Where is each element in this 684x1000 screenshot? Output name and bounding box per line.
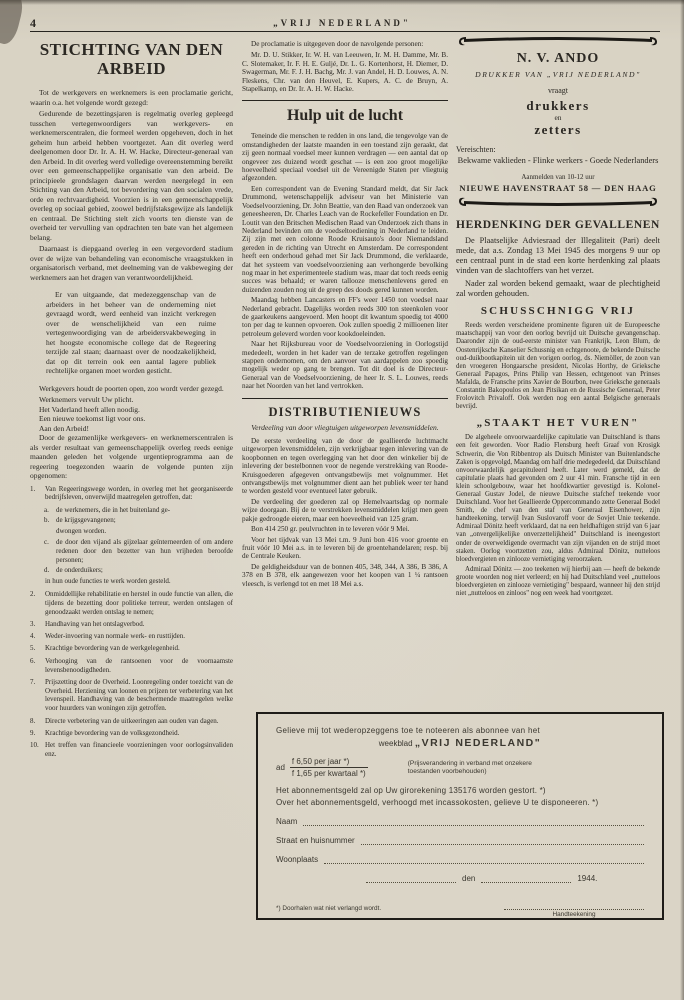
paragraph: De verdeeling der goederen zal op Hemelvaartsdag op normale wijze doorgaan. Bij de te verstrekken levensmiddelen krijgt men geen pakje gedroogde eieren, maar een hoeveelheid van 125 gram. xyxy=(242,497,448,523)
header-rule xyxy=(30,31,660,32)
ad-bottom-bracket-icon xyxy=(456,196,660,209)
slogan-line: Werknemers vervult Uw plicht. xyxy=(39,395,134,404)
form-signature-row xyxy=(276,899,644,918)
form-den-label: den xyxy=(462,874,476,883)
form-street-row xyxy=(276,836,644,845)
list-number: 2. xyxy=(30,589,36,598)
staakt-title: „STAAKT HET VUREN" xyxy=(476,417,640,430)
list-text: Handhaving van het ontslagverbod. xyxy=(45,619,145,628)
form-price-row xyxy=(276,757,644,778)
sub-list-item xyxy=(44,516,233,525)
list-number: 6. xyxy=(30,656,36,665)
list-item xyxy=(30,717,233,726)
sub-list-text: de krijgsgevangenen; xyxy=(56,516,116,525)
staakt-article xyxy=(456,417,660,598)
list-text: Verhooging van de rantsoenen voor de voornaamste levensbenoodigdheden. xyxy=(45,656,233,674)
distributie-subtitle: Verdeeling van door vliegtuigen uitgeworpen levensmiddelen. xyxy=(251,422,439,432)
form-date-row xyxy=(366,874,644,883)
paragraph: Tot de werkgevers en werknemers is een proclamatie gericht, waarin o.a. het volgende wordt gezegd: xyxy=(30,88,233,107)
slogan-line: Het Vaderland heeft allen noodig. xyxy=(39,404,140,414)
paragraph: Een correspondent van de Evening Standard meldt, dat Sir Jack Drummond, wetenschappelijk adviseur van het Ministerie van Voedselvoorziening, Dr. John Beattie, van den Raad van onderzoek van geneesheeren, Dr. Charles Leach van de Rockefeller Foundation en Dr. Loutit van den Britschen Medischen Raad van Onderzoek zich thans in Nederland bevinden om de voedseltoediening in Nederland te leiden. Zij zijn met een colonne Roode Kruisauto's door Niemandsland gereden in de richting van Utrecht en Amsterdam. De correspondent heeft een onderhoud gehad met Sir Jack Drummond, die verklaarde, dat het systeem van voedselvoorziening aan verhongerde bevolking nog maar in het experimenteele stadium was, maar dat toch reeds eenig succes was behaald; er waren tallooze menschenlevens gered en duizenden zouden nog uit de greep des doods gered kunnen worden. xyxy=(242,184,448,294)
form-street-field xyxy=(361,836,644,845)
paragraph: Gedurende de bezettingsjaren is regelmatig overleg gepleegd tusschen vertegenwoordigers van werkgevers- en werknemerscentralen, die formeel werden opgeheven, doch in het geheim hun arbeid hebben voortgezet. Aan dit overleg werd deelgenomen door Dr. Ir. A. H. W. Hacke, Directeur-generaal van den Arbeid. In dit overleg werd volledige overeenstemming bereikt over een gemeenschappelijke organisatie van den arbeid. De principieele grondslagen daarvan werden neergelegd in een Stichting van den Arbeid, tot bevordering van den socialen vrede, orde en rechtvaardigheid. Voorzien is in een gemeenschappelijk overleg op sociaal gebied, zoowel bedrijfstaksgewijze als landelijk en centraal. De Stichting stelt zich voorts ten dienste van de overheid ter vervulling van opdrachten ten bate van het algemeen belang. xyxy=(30,109,233,242)
ad-job-zetters: zetters xyxy=(534,122,582,137)
ad-apply-hours: Aanmelden van 10-12 uur xyxy=(521,172,595,181)
list-text: Weder-invoering van normale werk- en rusttijden. xyxy=(45,632,186,641)
paragraph: De eerste verdeeling van de door de geallieerde luchtmacht uitgeworpen levensmiddelen, zijn verkrijgbaar tegen inlevering van de koopbonnen en tegen overlegging van het door den winkelier bij de inlevering der bestelbonnen voor de negende verstrekking van Roode-Kruisgoederen afgegeven ontvangstbewijs met volgnummer. Het ontvangstbewijs met volgnummer dient aan het publiek weer ter hand te worden gesteld voor eventueel later gebruik. xyxy=(242,437,448,496)
list-text: Prijszetting door de Overheid. Loonregeling onder toezicht van de Overheid. Herziening van loonen en prijzen ter verbetering van het levenspeil. Handhaving van de beschermende maatregelen welke voor huurders van woningen zijn getroffen. xyxy=(45,677,233,713)
article-title-line2: ARBEID xyxy=(96,59,167,78)
list-text: Het treffen van financieele voorzieningen voor oorlogsinvaliden enz. xyxy=(45,741,233,758)
form-weekblad-label: weekblad xyxy=(378,739,413,748)
form-giro-line: Het abonnementsgeld zal op Uw girorekening 135176 worden gestort. *) xyxy=(276,786,546,795)
sub-list-text: de onderduikers; xyxy=(56,566,103,575)
ad-top-bracket-icon xyxy=(456,34,660,47)
paragraph: Nader zal worden bekend gemaakt, waar de plechtigheid zal worden gehouden. xyxy=(456,278,660,298)
list-number: 3. xyxy=(30,619,36,628)
schusschnigg-title: SCHUSSCHNIGG VRIJ xyxy=(480,305,636,318)
article-title xyxy=(30,40,233,78)
proclamation-intro: De proclamatie is uitgegeven door de navolgende personen: xyxy=(251,40,424,48)
proclamation-signatories: Mr. D. U. Stikker, Ir. W. H. van Leeuwen, Ir. M. H. Damme, Mr. B. C. Slotemaker, Ir. F. H. E. Guljé, Dr. L. G. Kortenhorst, H. Diemer, D. Swagerman, Mr. F. J. H. Bachg, Mr. J. van Andel, H. D. Louwes, A. N. Fleskens, Chr. van den Heuvel, E. Kupers, A. C. de Bruyn, A. Stapelkamp, en Dr. Ir. A. H. W. Hacke. xyxy=(242,51,448,94)
scan-top-edge xyxy=(0,0,684,5)
ad-company-name: N. V. ANDO xyxy=(516,51,600,66)
schusschnigg-article xyxy=(456,305,660,411)
form-price-year: f 6,50 per jaar *) xyxy=(290,757,368,768)
list-text: Krachtige bevordering van de werkgelegenheid. xyxy=(45,644,180,653)
form-signature-label: Handteekening xyxy=(552,911,596,918)
sub-list-item xyxy=(44,527,233,536)
section-rule xyxy=(242,398,448,399)
hulp-article-title: Hulp uit de lucht xyxy=(286,107,404,125)
ad-requirements: Bekwame vaklieden - Flinke werkers - Goede Nederlanders xyxy=(457,156,659,165)
paragraph: Admiraal Dönitz — zoo teekenen wij hierbij aan — heeft de bekende groote woorden nog niet verleerd; en hij had Duitschland veel „nutteloos bloedvergieten en zinlooze vernietiging" bespaard, wanneer hij den strijd niet „nutteloos en zinloos" nog een week had voortgezet. xyxy=(456,565,660,598)
sub-list-text: dwongen worden. xyxy=(56,527,107,536)
paragraph: Voor het tijdvak van 13 Mei t.m. 9 Juni bon 416 voor groente en fruit vóór 10 Mei a.s. in te leveren bij de groentehandelaren; resp. bij de Centrale Keuken. xyxy=(242,535,448,561)
scan-right-edge xyxy=(680,0,684,1000)
form-price-options xyxy=(290,757,368,778)
masthead-title: „VRIJ NEDERLAND" xyxy=(273,18,411,28)
form-name-label: Naam xyxy=(276,817,298,826)
list-text: Van Regeeringswege worden, in overleg met het georganiseerde bedrijfsleven, onverwijld maatregelen getroffen, dat: xyxy=(45,484,233,502)
form-street-label: Straat en huisnummer xyxy=(276,836,355,845)
list-text: Krachtige bevordering van de volksgezondheid. xyxy=(45,728,180,737)
list-item xyxy=(30,620,233,629)
paragraph: De geldigheidsduur van de bonnen 405, 348, 344, A 386, B 386, A 378 en B 378, elk aangewezen voor het koopen van 1 ¼ rantsoen vleesch, is verlengd tot en met 18 Mei a.s. xyxy=(242,562,448,588)
list-item xyxy=(30,729,233,738)
slogan-line: Aan den Arbeid! xyxy=(39,423,89,433)
form-intro-line: Gelieve mij tot wederopzeggens toe te noteeren als abonnee van het xyxy=(276,726,540,735)
form-price-quarter: f 1,65 per kwartaal *) xyxy=(291,769,366,778)
paragraph: Werkgevers houdt de poorten open, zoo wordt verder gezegd. xyxy=(39,383,224,393)
sub-list-item xyxy=(44,506,233,515)
form-signature-field xyxy=(504,899,644,910)
list-item xyxy=(30,741,233,759)
ando-advertisement xyxy=(456,34,660,209)
list-item xyxy=(30,678,233,713)
list-text: Directe verbetering van de uitkeeringen aan ouden van dagen. xyxy=(45,716,219,725)
form-signature-block xyxy=(504,899,644,918)
middle-column xyxy=(242,40,448,590)
sub-list-letter: c. xyxy=(44,537,49,546)
list-item xyxy=(30,644,233,653)
list-number: 5. xyxy=(30,644,36,653)
ad-job-drukkers: drukkers xyxy=(526,98,590,113)
form-date-field xyxy=(481,874,571,883)
list-item xyxy=(30,657,233,675)
ad-company-subtitle: DRUKKER VAN „VRIJ NEDERLAND" xyxy=(475,70,641,79)
form-place-field xyxy=(366,874,456,883)
form-city-field xyxy=(324,855,644,864)
form-name-row xyxy=(276,817,644,826)
section-rule xyxy=(242,100,448,101)
list-text: Onmiddellijke rehabilitatie en herstel in oude functie van allen, die tijdens de bezetting door politieke terreur, werden ontslagen of genoodzaakt werden ontslag te nemen; xyxy=(45,589,233,616)
ad-requirements-label: Vereischten: xyxy=(456,145,496,154)
paragraph: Naar het Rijksbureau voor de Voedselvoorziening in Oorlogstijd mededeelt, worden in het kader van de terzake getroffen regelingen stappen ondernomen, om den aanvoer van aardappelen zoo spoedig mogelijk weder op gang te brengen. Tot dit doel is de Directeur-Generaal van de Voedselvoorziening, de heer Ir. S. L. Louwes, reeds naar het Noorden van het land vertrokken. xyxy=(242,340,448,391)
form-brand-line xyxy=(276,737,644,749)
form-city-label: Woonplaats xyxy=(276,855,319,864)
list-item xyxy=(30,485,233,503)
form-name-field xyxy=(303,817,644,826)
list-number: 7. xyxy=(30,677,36,686)
list-item xyxy=(30,632,233,641)
herdenking-title: HERDENKING DER GEVALLENEN xyxy=(456,218,660,231)
form-year-label: 1944. xyxy=(577,874,598,883)
urgency-programme-list xyxy=(30,485,233,759)
ad-vraagt-label: vraagt xyxy=(548,86,568,95)
list-trailer: in hun oude functies te werk worden gesteld. xyxy=(45,577,171,586)
sub-list-text: de werknemers, die in het buitenland ge- xyxy=(56,505,171,514)
sub-list-item xyxy=(44,566,233,575)
paragraph: De algeheele onvoorwaardelijke capitulatie van Duitschland is thans een feit geworden. Voor Radio Flensburg heeft Graaf von Krosigk Schwerin, die Von Ribbentrop als Duitsch Minister van Buitenlandsche Zaken is opgevolgd, Maandag om half drie medegedeeld, dat Duitschland onvoorwaardelijk gecapituleerd heeft. Later werd gemeld, dat de capitulatie plaats had gevonden om 2 uur 41 min. Fransche tijd in een klein schoolgebouw, waar het hoofdkwartier gevestigd is. Kolonel-Generaal Gustav Jodel, de nieuwe Duitsche stafchef teekende voor Duitschland. Voor het Geallieerde Oppercommando zette Generaal Bodel Smith, de chef van den staf van Generaal Eisenhower, zijn handteekening, terwijl Ivan Suslovaroff voor de Sovjet Unie teekende. Admiraal Dönitz heeft verklaard, dat na een heldhaftigen strijd van 6 jaar van „onvergelijkelijke onverzettelijkheid" Duitschland is ineengestort onder de overweldigende overmacht van zijn vijanden en de strijd moet staken. Oorlog voortzetten zou, aldus Admiraal Dönitz, nutteloos bloedvergieten en zinlooze vernietiging veroorzaken. xyxy=(456,434,660,563)
herdenking-article xyxy=(456,219,660,300)
form-price-note: (Prijsverandering in verband met onzekere toestanden voorbehouden) xyxy=(407,759,532,775)
right-column xyxy=(456,34,660,600)
ad-address: NIEUWE HAVENSTRAAT 58 — DEN HAAG xyxy=(459,182,657,193)
paragraph: Teneinde die menschen te redden in ons land, die tengevolge van de omstandigheden der laatste maanden in een toestand zijn geraakt, dat zij geen normaal voedsel meer kunnen verdragen — een aantal dat op ongeveer zes duizend wordt geschat — is een zoo groot mogelijke hoeveelheid speciaal voedsel uit de Vereenigde Staten per vliegtuig afgezonden. xyxy=(242,132,448,183)
form-incasso-line: Over het abonnementsgeld, verhoogd met incassokosten, gelieve U te disponeeren. *) xyxy=(276,798,599,807)
sub-list-letter: d. xyxy=(44,566,50,575)
paragraph: Maandag hebben Lancasters en FF's weer 1450 ton voedsel naar Nederland gebracht. Dagelijks worden reeds 300 ton steenkolen voor de gaarkeukens aangevoerd. Men hoopt dit kwantum spoedig tot 4000 ton per dag te kunnen opvoeren. Ook zullen spoedig 2 millioenen liter petroleum geleverd worden voor kookdoeleinden. xyxy=(242,296,448,338)
sub-list-item xyxy=(44,538,233,564)
list-item xyxy=(30,590,233,616)
distributie-article-title: DISTRIBUTIENIEUWS xyxy=(268,404,422,419)
form-brand-name: „VRIJ NEDERLAND" xyxy=(414,737,542,749)
sub-list-letter: b. xyxy=(44,516,50,525)
article-title-line1: STICHTING VAN DEN xyxy=(39,40,224,59)
list-number: 1. xyxy=(30,484,36,493)
paragraph: De Plaatselijke Adviesraad der Illegaliteit (Pari) deelt mede, dat a.s. Zondag 13 Mei 1945 des morgens 9 uur op een centraal punt in de stad een korte herdenking zal plaats vinden van de slachtoffers van het verzet. xyxy=(456,235,660,276)
sub-list-letter xyxy=(44,527,56,536)
subscription-form xyxy=(256,712,664,920)
list-number: 10. xyxy=(30,741,39,750)
ad-en-label: en xyxy=(554,113,562,122)
paragraph: Bon 414 250 gr. peulvruchten in te leveren vóór 9 Mei. xyxy=(251,525,410,534)
sub-list-letter: a. xyxy=(44,505,49,514)
left-column xyxy=(30,38,233,762)
paragraph: Door de gezamenlijke werkgevers- en werknemerscentralen is als verder resultaat van gemeenschappelijk overleg reeds eenige maanden geleden het volgende urgentieprogramma aan de regeering toegezonden waarin de volgende punten zijn opgenomen: xyxy=(30,433,233,480)
slogan-line: Een nieuwe toekomst ligt voor ons. xyxy=(39,414,146,423)
page-number: 4 xyxy=(30,16,36,30)
list-number: 4. xyxy=(30,632,36,641)
form-city-row xyxy=(276,855,644,864)
indented-paragraph: Er van uitgaande, dat medezeggenschap van de arbeiders in het beheer van de onderneming niet gevraagd wordt, werd eenheid van inzicht verkregen over de wenschelijkheid van een ruime vertegenwoordiging van de arbeidersvakbeweging in het hoogste economische college dat de Regeering terzijde zal staan; daarnaast over de noodzakelijkheid, dat op dit terrein ook een aantal lagere publiek rechtelijke organen moet worden gesticht. xyxy=(46,290,216,375)
list-number: 8. xyxy=(30,716,36,725)
sub-list-text: de door den vijand als gijzelaar geïnterneerden of om andere redenen door den bezetter van hun vrijheden beroofde personen; xyxy=(56,537,233,564)
paragraph: Reeds werden verscheidene prominente figuren uit de Europeesche maatschappij van voor den oorlog bevrijd uit Duitsche gevangenschap. Daaronder zijn de oud-eerste minister van Frankrijk, Leon Blum, de Oostenrijksche Kanselier Schussnig en echtgenoote, de bekende Duitsche oud-duikbootkapitein uit den vorigen oorlog, ds. Niemöller, de zoon van den vroegeren Hongaarsche president, Nicolas Horthy, de Grieksche Generaal Papagos, Prins Philip van Hessen, echtgenoot van Prinses Mafalda, de Fransche prins Xavier de Bourbon, twee Grieksche generaals Constantin Bakopoulos en Jean Pitsikan en de Russische Generaal, Peter Frolovitch Privaloff. Ook werden nog een aantal Belgische generaals bevrijd. xyxy=(456,322,660,411)
form-ad-label: ad xyxy=(276,763,285,772)
list-number: 9. xyxy=(30,728,36,737)
form-footnote: *) Doorhalen wat niet verlangd wordt. xyxy=(276,905,382,912)
paragraph: Daarnaast is diepgaand overleg in een vergevorderd stadium over de wijze van behandeling van economische vraagstukken in organisatorisch verband, met deelneming van de vakbeweging der werknemers aan het dragen van verantwoordelijkheid. xyxy=(30,244,233,282)
